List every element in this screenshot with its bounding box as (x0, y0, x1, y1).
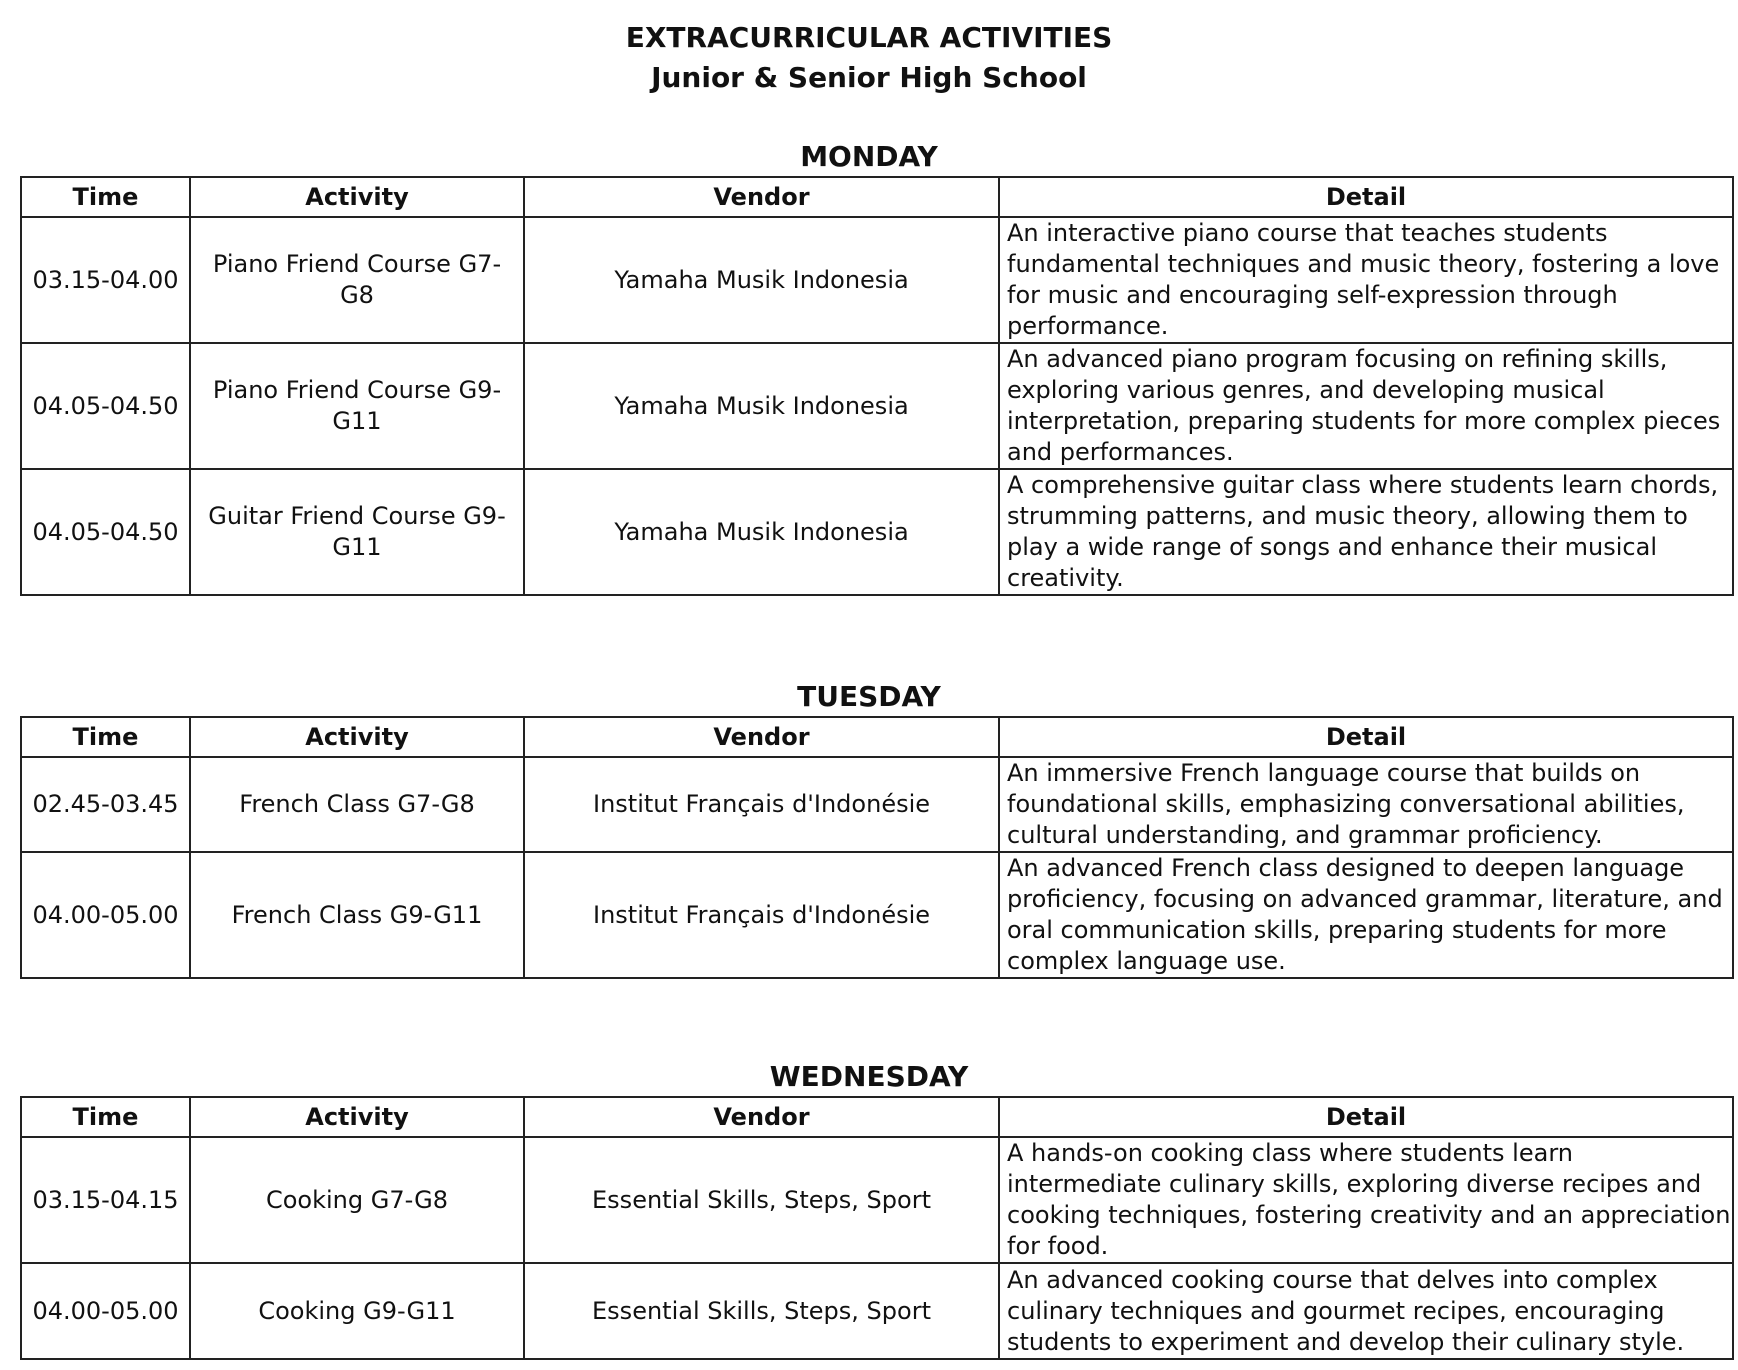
day-heading-wednesday: WEDNESDAY (769, 1060, 969, 1093)
vendor-cell: Essential Skills, Steps, Sport (524, 1137, 999, 1263)
detail-cell: A hands-on cooking class where students learn intermediate culinary skills, exploring diverse recipes and cooking techniques, fostering creativity and an appreciation for food. (999, 1137, 1733, 1263)
time-cell: 03.15-04.00 (21, 217, 190, 343)
column-header-vendor: Vendor (524, 717, 999, 757)
detail-cell: An advanced piano program focusing on refining skills, exploring various genres, and developing musical interpretation, preparing students for more complex pieces and performances. (999, 343, 1733, 469)
schedule-table-tuesday (20, 716, 1734, 979)
time-cell: 04.05-04.50 (21, 469, 190, 595)
page-subtitle: Junior & Senior High School (651, 61, 1087, 94)
schedule-table-wednesday (20, 1096, 1734, 1360)
column-header-detail: Detail (999, 177, 1733, 217)
column-header-vendor: Vendor (524, 1097, 999, 1137)
column-header-time: Time (21, 177, 190, 217)
table-row (21, 1137, 1733, 1263)
time-cell: 03.15-04.15 (21, 1137, 190, 1263)
column-header-time: Time (21, 1097, 190, 1137)
table-row (21, 343, 1733, 469)
column-header-time: Time (21, 717, 190, 757)
vendor-cell: Yamaha Musik Indonesia (524, 343, 999, 469)
column-header-activity: Activity (190, 177, 524, 217)
time-cell: 04.00-05.00 (21, 852, 190, 978)
table-row (21, 852, 1733, 978)
column-header-activity: Activity (190, 1097, 524, 1137)
detail-cell: An interactive piano course that teaches students fundamental techniques and music theory, fostering a love for music and encouraging self-expression through performance. (999, 217, 1733, 343)
activity-cell: Piano Friend Course G9-G11 (190, 343, 524, 469)
schedule-table-monday (20, 176, 1734, 596)
table-header-row (21, 1097, 1733, 1137)
time-cell: 02.45-03.45 (21, 757, 190, 852)
detail-cell: An advanced cooking course that delves into complex culinary techniques and gourmet recipes, encouraging students to experiment and develop their culinary style. (999, 1263, 1733, 1359)
table-row (21, 469, 1733, 595)
vendor-cell: Yamaha Musik Indonesia (524, 217, 999, 343)
table-header-row (21, 717, 1733, 757)
vendor-cell: Essential Skills, Steps, Sport (524, 1263, 999, 1359)
activity-cell: Piano Friend Course G7-G8 (190, 217, 524, 343)
time-cell: 04.05-04.50 (21, 343, 190, 469)
page-title: EXTRACURRICULAR ACTIVITIES (625, 21, 1113, 54)
detail-cell: A comprehensive guitar class where students learn chords, strumming patterns, and music theory, allowing them to play a wide range of songs and enhance their musical creativity. (999, 469, 1733, 595)
activity-cell: Guitar Friend Course G9-G11 (190, 469, 524, 595)
column-header-detail: Detail (999, 717, 1733, 757)
table-row (21, 757, 1733, 852)
day-heading-monday: MONDAY (800, 140, 938, 173)
day-heading-tuesday: TUESDAY (797, 680, 941, 713)
vendor-cell: Institut Français d'Indonésie (524, 757, 999, 852)
detail-cell: An immersive French language course that builds on foundational skills, emphasizing conversational abilities, cultural understanding, and grammar proficiency. (999, 757, 1733, 852)
table-header-row (21, 177, 1733, 217)
vendor-cell: Institut Français d'Indonésie (524, 852, 999, 978)
column-header-activity: Activity (190, 717, 524, 757)
table-row (21, 217, 1733, 343)
time-cell: 04.00-05.00 (21, 1263, 190, 1359)
activity-cell: French Class G9-G11 (190, 852, 524, 978)
detail-cell: An advanced French class designed to deepen language proficiency, focusing on advanced grammar, literature, and oral communication skills, preparing students for more complex language use. (999, 852, 1733, 978)
vendor-cell: Yamaha Musik Indonesia (524, 469, 999, 595)
column-header-detail: Detail (999, 1097, 1733, 1137)
table-row (21, 1263, 1733, 1359)
activity-cell: Cooking G7-G8 (190, 1137, 524, 1263)
activity-cell: Cooking G9-G11 (190, 1263, 524, 1359)
activity-cell: French Class G7-G8 (190, 757, 524, 852)
column-header-vendor: Vendor (524, 177, 999, 217)
